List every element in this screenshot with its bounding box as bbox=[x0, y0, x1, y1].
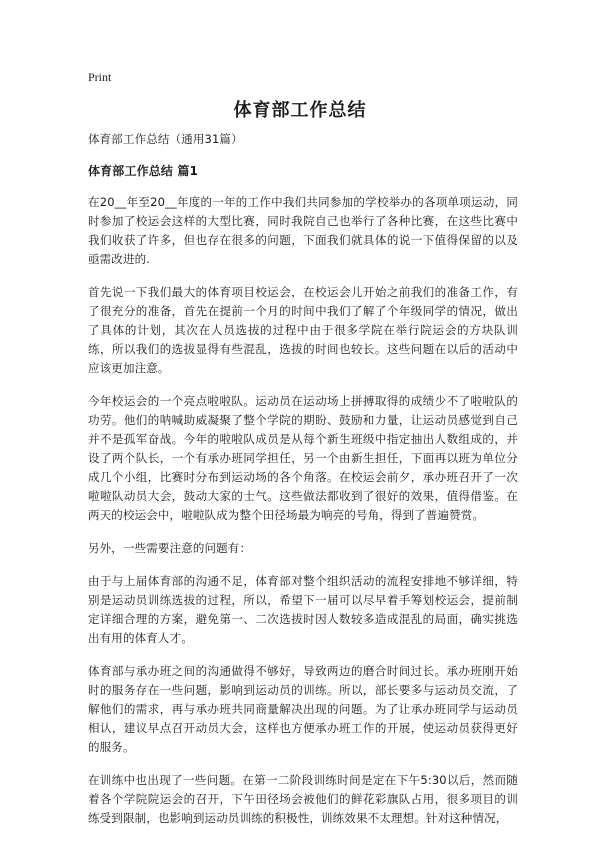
print-link[interactable]: Print bbox=[88, 70, 112, 84]
document-title: 体育部工作总结 bbox=[233, 100, 367, 121]
section-heading: 体育部工作总结 篇1 bbox=[88, 164, 199, 178]
paragraph-6: 体育部与承办班之间的沟通做得不够好，导致两边的磨合时间过长。承办班刚开始时的服务存在一些问题，影响到运动员的训练。所以，部长要多与运动员交流，了解他们的需求，再与承办班共同商量解决出现的问题。为了让承办班同学与运动员相认，建议早点召开动员大会，这样也方便承办班工作的开展，使运动员获得更好的服务。 bbox=[88, 664, 518, 754]
document-body bbox=[88, 130, 518, 842]
paragraph-3: 今年校运会的一个亮点啦啦队。运动员在运动场上拼搏取得的成绩少不了啦啦队的功劳。他们的呐喊助威凝聚了整个学院的期盼、鼓励和力量，让运动员感觉到自己并不是孤军奋战。今年的啦啦队成员是从每个新生班级中指定抽出人数组成的，并设了两个队长，一个有承办班同学担任，另一个由新生担任，下面再以班为单位分成几个小组，比赛时分布到运动场的各个角落。在校运会前夕，承办班召开了一次啦啦队动员大会，鼓动大家的士气。这些做法都收到了很好的效果，值得借鉴。在两天的校运会中，啦啦队成为整个田径场最为响亮的号角，得到了普遍赞赏。 bbox=[88, 394, 518, 522]
document-subtitle: 体育部工作总结（通用31篇） bbox=[88, 132, 243, 146]
paragraph-7: 在训练中也出现了一些问题。在第一二阶段训练时间是定在下午5:30以后，然而随着各个学院院运会的召开，下午田径场会被他们的鲜花彩旗队占用，很多项目的训练受到限制，也影响到运动员训练的积极性，训练效果不太理想。针对这种情况， bbox=[88, 773, 518, 825]
paragraph-5: 由于与上届体育部的沟通不足，体育部对整个组织活动的流程安排地不够详细，特别是运动员训练选拔的过程，所以，希望下一届可以尽早着手筹划校运会，提前制定详细合理的方案，避免第一、二次选拔时因人数较多造成混乱的局面，确实挑选出有用的体育人才。 bbox=[88, 574, 518, 645]
paragraph-1: 在20__年至20__年度的一年的工作中我们共同参加的学校举办的各项单项运动，同时参加了校运会这样的大型比赛，同时我院自己也举行了各种比赛，在这些比赛中我们收获了许多，但也存在很多的问题，下面我们就具体的说一下值得保留的以及亟需改进的. bbox=[88, 195, 518, 266]
paragraph-4: 另外，一些需要注意的问题有： bbox=[88, 541, 252, 555]
paragraph-2: 首先说一下我们最大的体育项目校运会，在校运会儿开始之前我们的准备工作，有了很充分的准备，首先在提前一个月的时间中我们了解了个年级同学的情况，做出了具体的计划，其次在人员选拔的过程中由于很多学院在举行院运会的方块队训练，所以我们的选拔显得有些混乱，选拔的时间也较长。这些问题在以后的活动中应该更加注意。 bbox=[88, 285, 518, 375]
